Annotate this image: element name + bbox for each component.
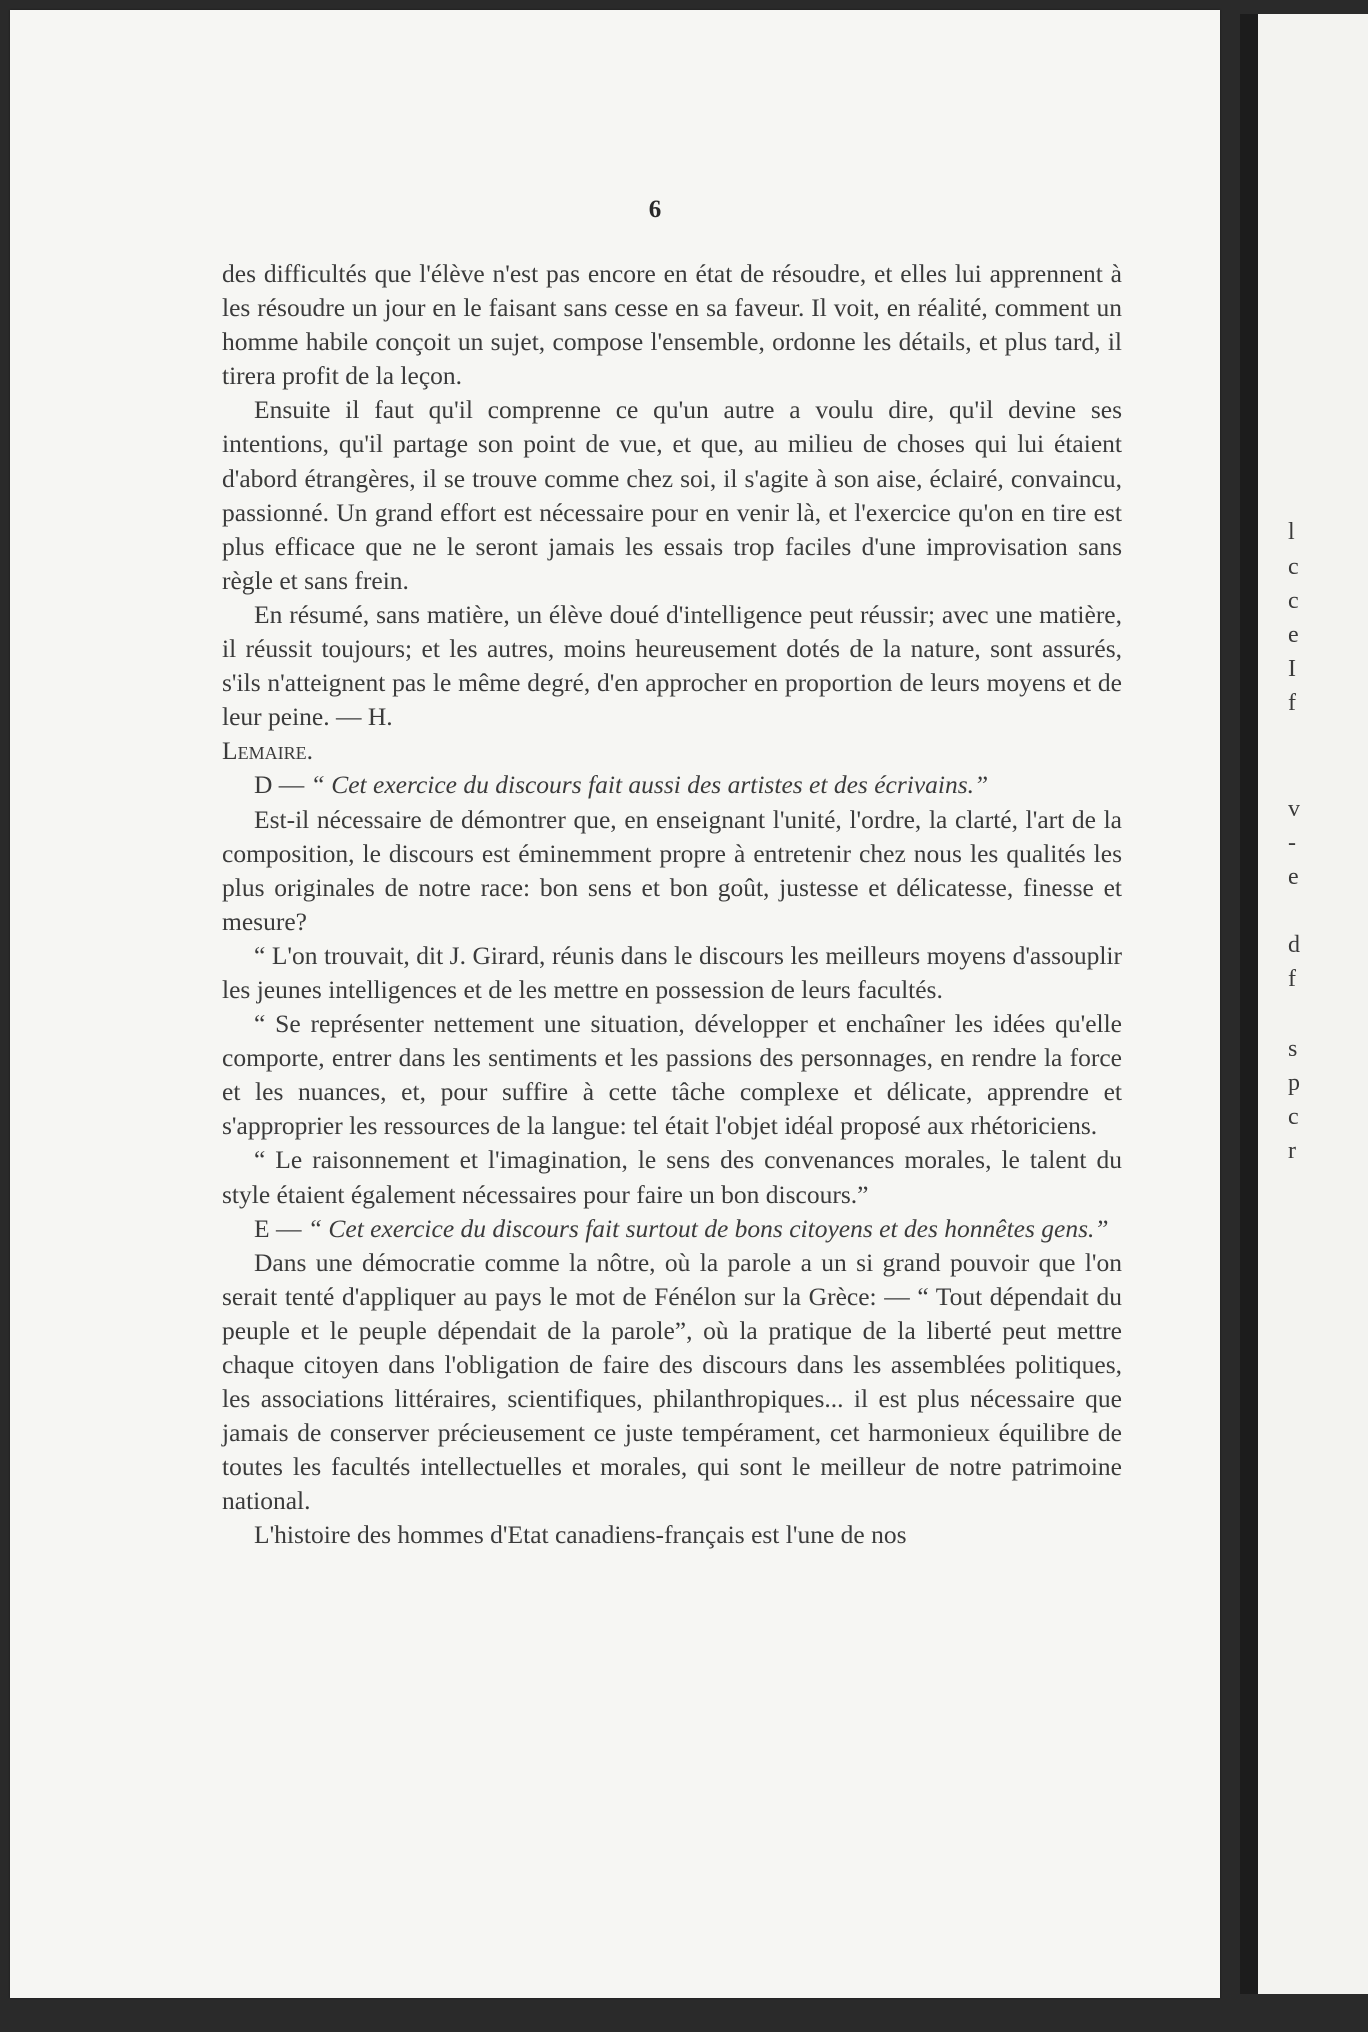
- paragraph: Dans une démocratie comme la nôtre, où la parole a un si grand pouvoir que l'on serait tenté d'appliquer au pays le mot de Fénélon sur la Grèce: — “ Tout dépendait du peuple et le peuple dépendait de la parole”, où la pratique de la liberté peut mettre chaque citoyen dans l'obligation de faire des discours dans les assemblées politiques, les associations littéraires, scientifiques, philanthropiques... il est plus nécessaire que jamais de conserver précieusement ce juste tempérament, cet harmonieux équilibre de toutes les facultés intellectuelles et morales, qui sont le meilleur de notre patrimoine national.: [222, 1247, 1122, 1516]
- paragraph: Ensuite il faut qu'il comprenne ce qu'un autre a voulu dire, qu'il devine ses intentions, qu'il partage son point de vue, et que, au milieu de choses qui lui étaient d'abord étrangères, il se trouve comme chez soi, il s'agite à son aise, éclairé, convaincu, passionné. Un grand effort est nécessaire pour en venir là, et l'exercice qu'on en tire est plus efficace que ne le seront jamais les essais trop faciles d'une improvisation sans règle et sans frein.: [222, 395, 1122, 595]
- margin-letter: I: [1288, 656, 1296, 682]
- paragraph: “ L'on trouvait, dit J. Girard, réunis dans le discours les meilleurs moyens d'assouplir les jeunes intelligences et de les mettre en possession de leurs facultés.: [222, 940, 1122, 1004]
- margin-letter: l: [1288, 519, 1295, 545]
- scanned-page: [10, 10, 1220, 1998]
- paragraph: [222, 598, 1122, 734]
- margin-letter: p: [1288, 1070, 1300, 1096]
- margin-letter: f: [1288, 690, 1296, 716]
- paragraph: Est-il nécessaire de démontrer que, en enseignant l'unité, l'ordre, la clarté, l'art de la composition, le discours est éminemment propre à entretenir chez nous les qualités les plus originales de notre race: bon sens et bon goût, justesse et délicatesse, finesse et mesure?: [222, 804, 1122, 936]
- margin-letter: c: [1288, 588, 1299, 614]
- page-number: 6: [648, 196, 662, 223]
- margin-letter: e: [1288, 864, 1299, 890]
- section-d-title: “ Cet exercice du discours fait aussi des artistes et des écrivains.”: [310, 770, 989, 800]
- section-e-title: “ Cet exercice du discours fait surtout de bons citoyens et des honnêtes gens.”: [307, 1213, 1109, 1243]
- paragraph-text: En résumé, sans matière, un élève doué d'intelligence peut réussir; avec une matière, il réussit toujours; et les autres, moins heureusement dotés de la nature, sont assurés, s'ils n'atteignent pas le même degré, d'en approcher en proportion de leurs moyens et de leur peine. — H.: [222, 599, 1122, 732]
- margin-letter: f: [1288, 966, 1296, 992]
- paragraph: L'histoire des hommes d'Etat canadiens-français est l'une de nos: [254, 1520, 907, 1550]
- paragraph: “ Se représenter nettement une situation, développer et enchaîner les idées qu'elle comporte, entrer dans les sentiments et les passions des personnages, en rendre la force et les nuances, et, pour suffire à cette tâche complexe et délicate, apprendre et s'approprier les ressources de la langue: tel était l'objet idéal proposé aux rhétoriciens.: [222, 1009, 1122, 1141]
- author-name: Lemaire.: [222, 736, 313, 766]
- margin-letter: d: [1288, 932, 1300, 958]
- margin-letter: c: [1288, 554, 1299, 580]
- margin-letter: s: [1288, 1036, 1298, 1062]
- section-d-heading: [222, 768, 1122, 802]
- author-signature: [222, 734, 1122, 768]
- margin-letter: c: [1288, 1104, 1299, 1130]
- margin-letter: -: [1288, 830, 1296, 856]
- paragraph: des difficultés que l'élève n'est pas encore en état de résoudre, et elles lui apprennent à les résoudre un jour en le faisant sans cesse en sa faveur. Il voit, en réalité, comment un homme habile conçoit un sujet, compose l'ensemble, ordonne les détails, et plus tard, il tirera profit de la leçon.: [222, 259, 1122, 391]
- paragraph: “ Le raisonnement et l'imagination, le sens des convenances morales, le talent du style étaient également nécessaires pour faire un bon discours.”: [222, 1145, 1122, 1209]
- page-body: [222, 257, 1122, 1553]
- adjacent-page: [1240, 14, 1368, 1994]
- margin-letter: r: [1288, 1138, 1296, 1164]
- margin-letter: e: [1288, 622, 1299, 648]
- section-d-label: D —: [254, 770, 305, 800]
- section-e-heading: [222, 1212, 1122, 1246]
- margin-letter: v: [1288, 796, 1300, 822]
- section-e-label: E —: [254, 1213, 302, 1243]
